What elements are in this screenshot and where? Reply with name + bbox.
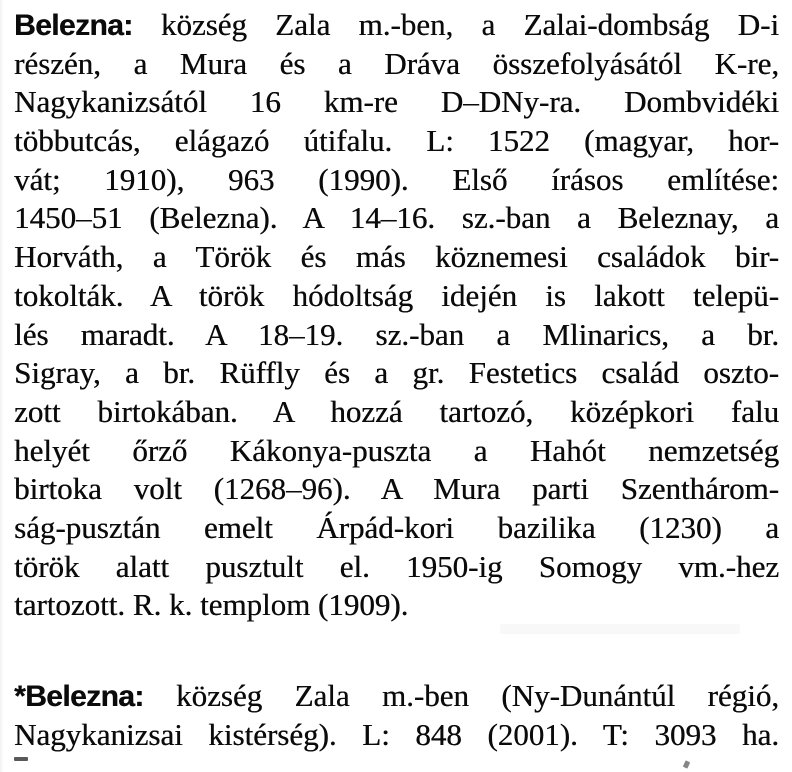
entry-headword: *Belezna: (14, 680, 144, 713)
text-line: Horváth, a Török és más köznemesi családok bir- (14, 239, 779, 275)
text-line (14, 677, 779, 716)
lexicon-entry-belezna-2 (14, 677, 779, 754)
lexicon-entry-belezna (14, 6, 779, 625)
text-line: 1450–51 (Belezna). A 14–16. sz.-ban a Beleznay, a (14, 200, 779, 236)
text-line: vát; 1910), 963 (1990). Első írásos említése: (14, 161, 779, 197)
scan-artifact (500, 624, 740, 634)
text-line: Sigray, a br. Rüffly és a gr. Festetics család oszto- (14, 355, 779, 391)
text-line: lés maradt. A 18–19. sz.-ban a Mlinarics, a br. (14, 316, 779, 352)
text-line: tokolták. A török hódoltság idején is lakott telepü- (14, 277, 779, 313)
text-line: ság-pusztán emelt Árpád-kori bazilika (1230) a (14, 509, 779, 545)
text-line: tartozott. R. k. templom (1909). (14, 587, 409, 623)
text-line: birtoka volt (1268–96). A Mura parti Szenthárom- (14, 471, 779, 507)
text-line: zott birtokában. A hozzá tartozó, középkori falu (14, 393, 779, 429)
text-block (14, 6, 779, 754)
text-line: részén, a Mura és a Dráva összefolyásától K-re, (14, 45, 779, 81)
text-line: Nagykanizsai kistérség). L: 848 (2001). T: 3093 ha. (14, 716, 779, 752)
text-line: török alatt pusztult el. 1950-ig Somogy vm.-hez (14, 548, 779, 584)
text-line: helyét őrző Kákonya-puszta a Hahót nemzetség (14, 432, 779, 468)
text-line-rest: község Zala m.-ben (Ny-Dunántúl régió, (176, 678, 780, 713)
text-line (14, 6, 779, 45)
text-line: többutcás, elágazó útifalu. L: 1522 (magyar, hor- (14, 123, 779, 159)
entry-headword: Belezna: (14, 9, 133, 42)
scan-edge-shadow (0, 0, 4, 772)
scan-artifact (683, 760, 690, 768)
text-line: Nagykanizsától 16 km-re D–DNy-ra. Dombvidéki (14, 84, 779, 120)
scan-artifact (14, 757, 28, 761)
text-line-rest: község Zala m.-ben, a Zalai-dombság D-i (160, 7, 779, 42)
